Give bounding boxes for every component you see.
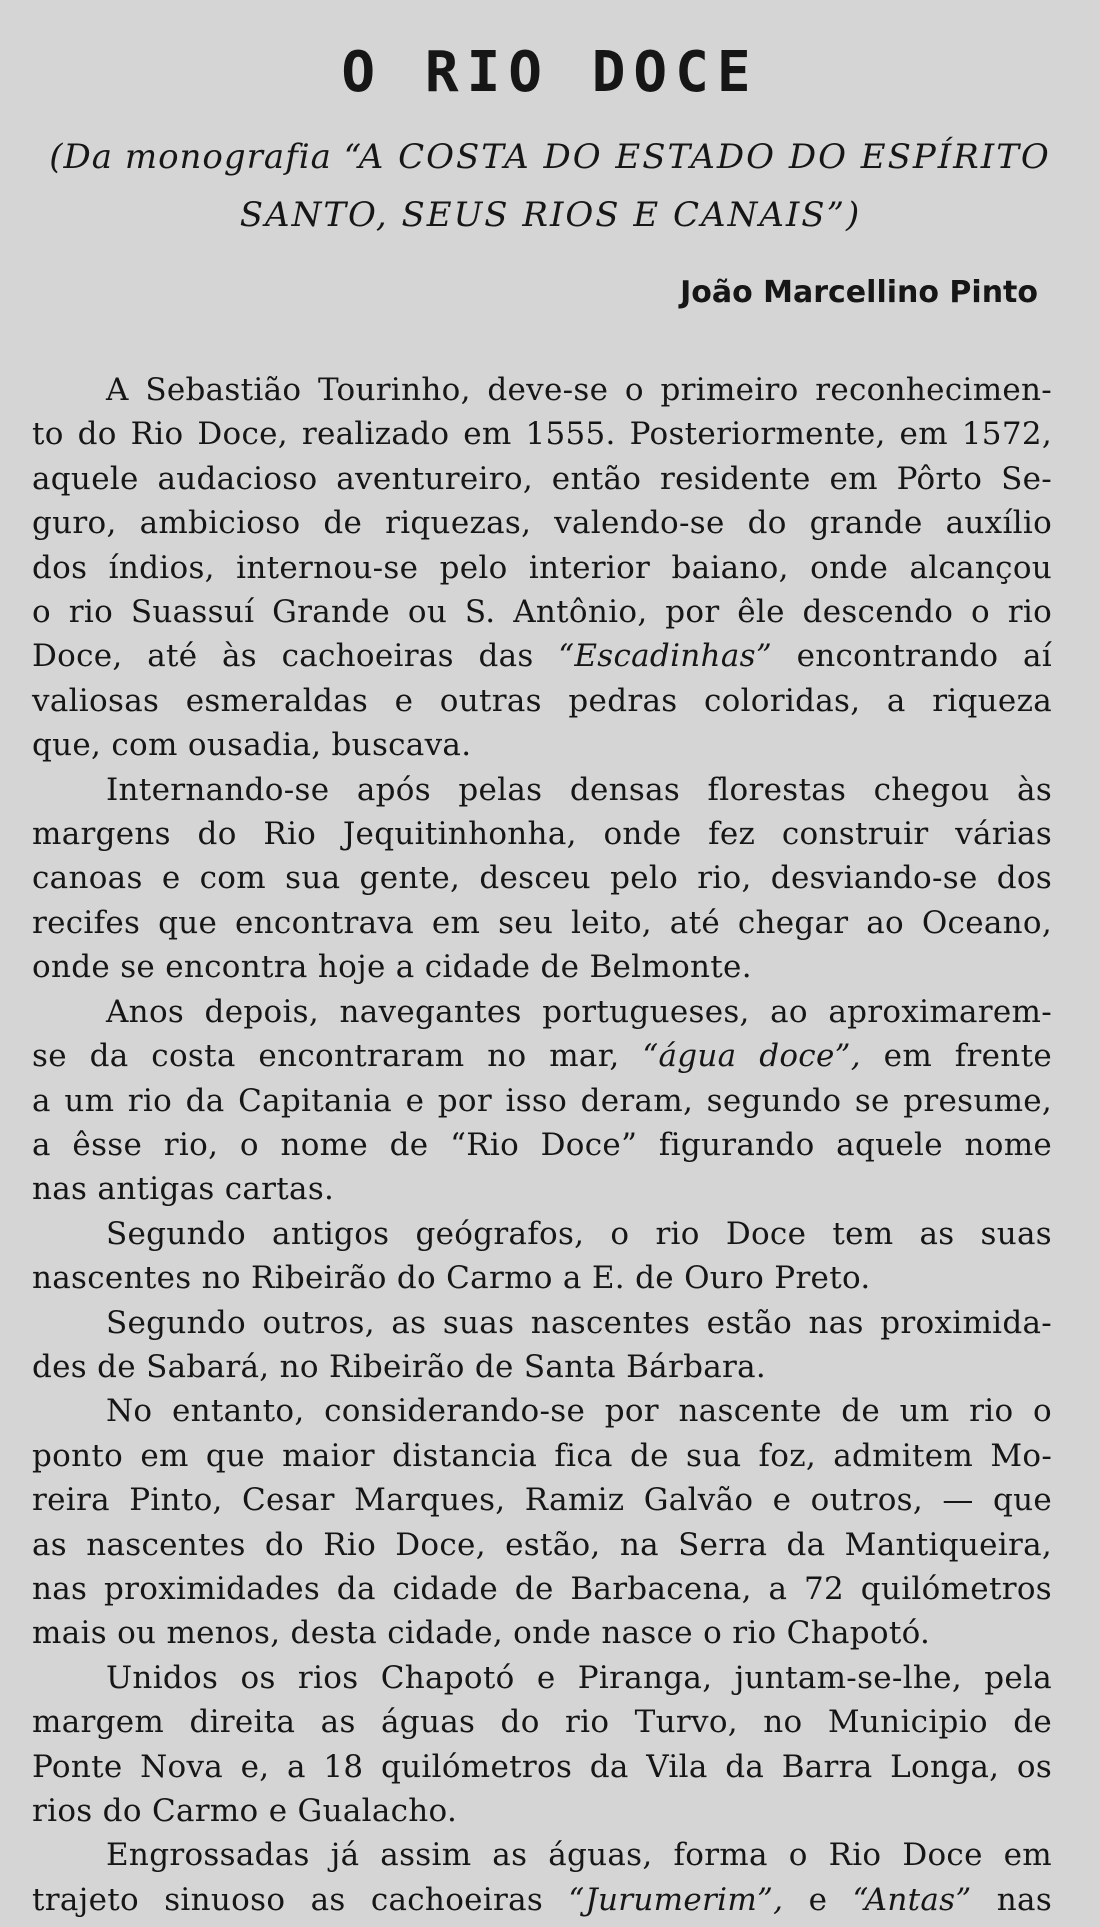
text-line: onde se encontra hoje a cidade de Belmonte. <box>32 949 752 986</box>
article-subtitle <box>0 128 1100 244</box>
paragraph <box>32 1301 1052 1390</box>
subtitle-line-2 <box>0 186 1100 244</box>
text-line: as nascentes do Rio Doce, estão, na Serra da Mantiqueira, <box>32 1526 1053 1563</box>
text-line: que, com ousadia, buscava. <box>32 727 472 764</box>
text-line: Internando-se após pelas densas florestas chegou às <box>106 771 1053 808</box>
text-line: mais ou menos, desta cidade, onde nasce o rio Chapotó. <box>32 1615 931 1652</box>
text-line: dos índios, internou-se pelo interior baiano, onde alcançou <box>32 549 1053 586</box>
text-line: o rio Suassuí Grande ou S. Antônio, por êle descendo o rio <box>32 594 1053 631</box>
text-line: reira Pinto, Cesar Marques, Ramiz Galvão e outros, — que <box>32 1482 1053 1519</box>
article-title: O RIO DOCE <box>341 40 759 105</box>
text-line: aquele audacioso aventureiro, então residente em Pôrto Se- <box>32 460 1053 497</box>
text-line: guro, ambicioso de riquezas, valendo-se do grande auxílio <box>32 505 1053 542</box>
text-line: Unidos os rios Chapotó e Piranga, juntam-se-lhe, pela <box>106 1659 1053 1696</box>
text-line: trajeto sinuoso as cachoeiras “Jurumerim”, e “Antas” nas <box>32 1881 1053 1918</box>
text-line: Anos depois, navegantes portugueses, ao aproximarem- <box>106 993 1053 1030</box>
text-line: nascentes no Ribeirão do Carmo a E. de Ouro Preto. <box>32 1260 871 1297</box>
subtitle-caps-part-1: “A COSTA DO ESTADO DO ESPÍRITO <box>343 137 1051 177</box>
paragraph <box>32 368 1052 768</box>
text-line: Engrossadas já assim as águas, forma o Rio Doce em <box>106 1837 1052 1874</box>
author-name: João Marcellino Pinto <box>680 275 1038 310</box>
text-line: nas proximidades da cidade de Barbacena, a 72 quilómetros <box>32 1570 1052 1607</box>
text-line: des de Sabará, no Ribeirão de Santa Bárbara. <box>32 1348 767 1385</box>
text-line: valiosas esmeraldas e outras pedras coloridas, a riqueza <box>32 682 1052 719</box>
text-line: No entanto, considerando-se por nascente de um rio o <box>106 1393 1053 1430</box>
paragraph <box>32 1389 1052 1655</box>
subtitle-italic-lead: Da monografia <box>63 137 332 177</box>
text-line: ponto em que maior distancia fica de sua foz, admitem Mo- <box>32 1437 1053 1474</box>
text-line: Segundo outros, as suas nascentes estão nas proximida- <box>106 1304 1053 1341</box>
paragraph <box>32 1212 1052 1301</box>
text-line: rios do Carmo e Gualacho. <box>32 1793 458 1829</box>
article-body <box>32 368 1052 1922</box>
subtitle-open-paren: ( <box>49 137 64 177</box>
subtitle-close-paren: ) <box>845 195 861 235</box>
text-line: nas antigas cartas. <box>32 1171 335 1208</box>
paragraph <box>32 990 1052 1212</box>
subtitle-caps-part-2: SANTO, SEUS RIOS E CANAIS” <box>239 195 846 235</box>
text-line: to do Rio Doce, realizado em 1555. Posteriormente, em 1572, <box>32 416 1053 453</box>
text-line: canoas e com sua gente, desceu pelo rio, desviando-se dos <box>32 860 1053 897</box>
paragraph <box>32 768 1052 990</box>
paragraph <box>32 1656 1052 1834</box>
text-line: A Sebastião Tourinho, deve-se o primeiro reconhecimen- <box>106 372 1053 408</box>
text-line: a êsse rio, o nome de “Rio Doce” figurando aquele nome <box>32 1126 1053 1163</box>
text-line: margens do Rio Jequitinhonha, onde fez construir várias <box>32 816 1053 853</box>
text-line: Segundo antigos geógrafos, o rio Doce tem as suas <box>106 1215 1053 1252</box>
paragraph <box>32 1833 1052 1922</box>
text-line: se da costa encontraram no mar, “água doce”, em frente <box>32 1038 1052 1075</box>
text-line: Ponte Nova e, a 18 quilómetros da Vila da Barra Longa, os <box>32 1748 1053 1785</box>
text-line: margem direita as águas do rio Turvo, no Municipio de <box>32 1704 1053 1741</box>
subtitle-line-1 <box>0 128 1100 186</box>
text-line: Doce, até às cachoeiras das “Escadinhas” encontrando aí <box>32 638 1052 675</box>
text-line: a um rio da Capitania e por isso deram, segundo se presume, <box>32 1082 1053 1119</box>
text-line: recifes que encontrava em seu leito, até chegar ao Oceano, <box>32 904 1053 941</box>
